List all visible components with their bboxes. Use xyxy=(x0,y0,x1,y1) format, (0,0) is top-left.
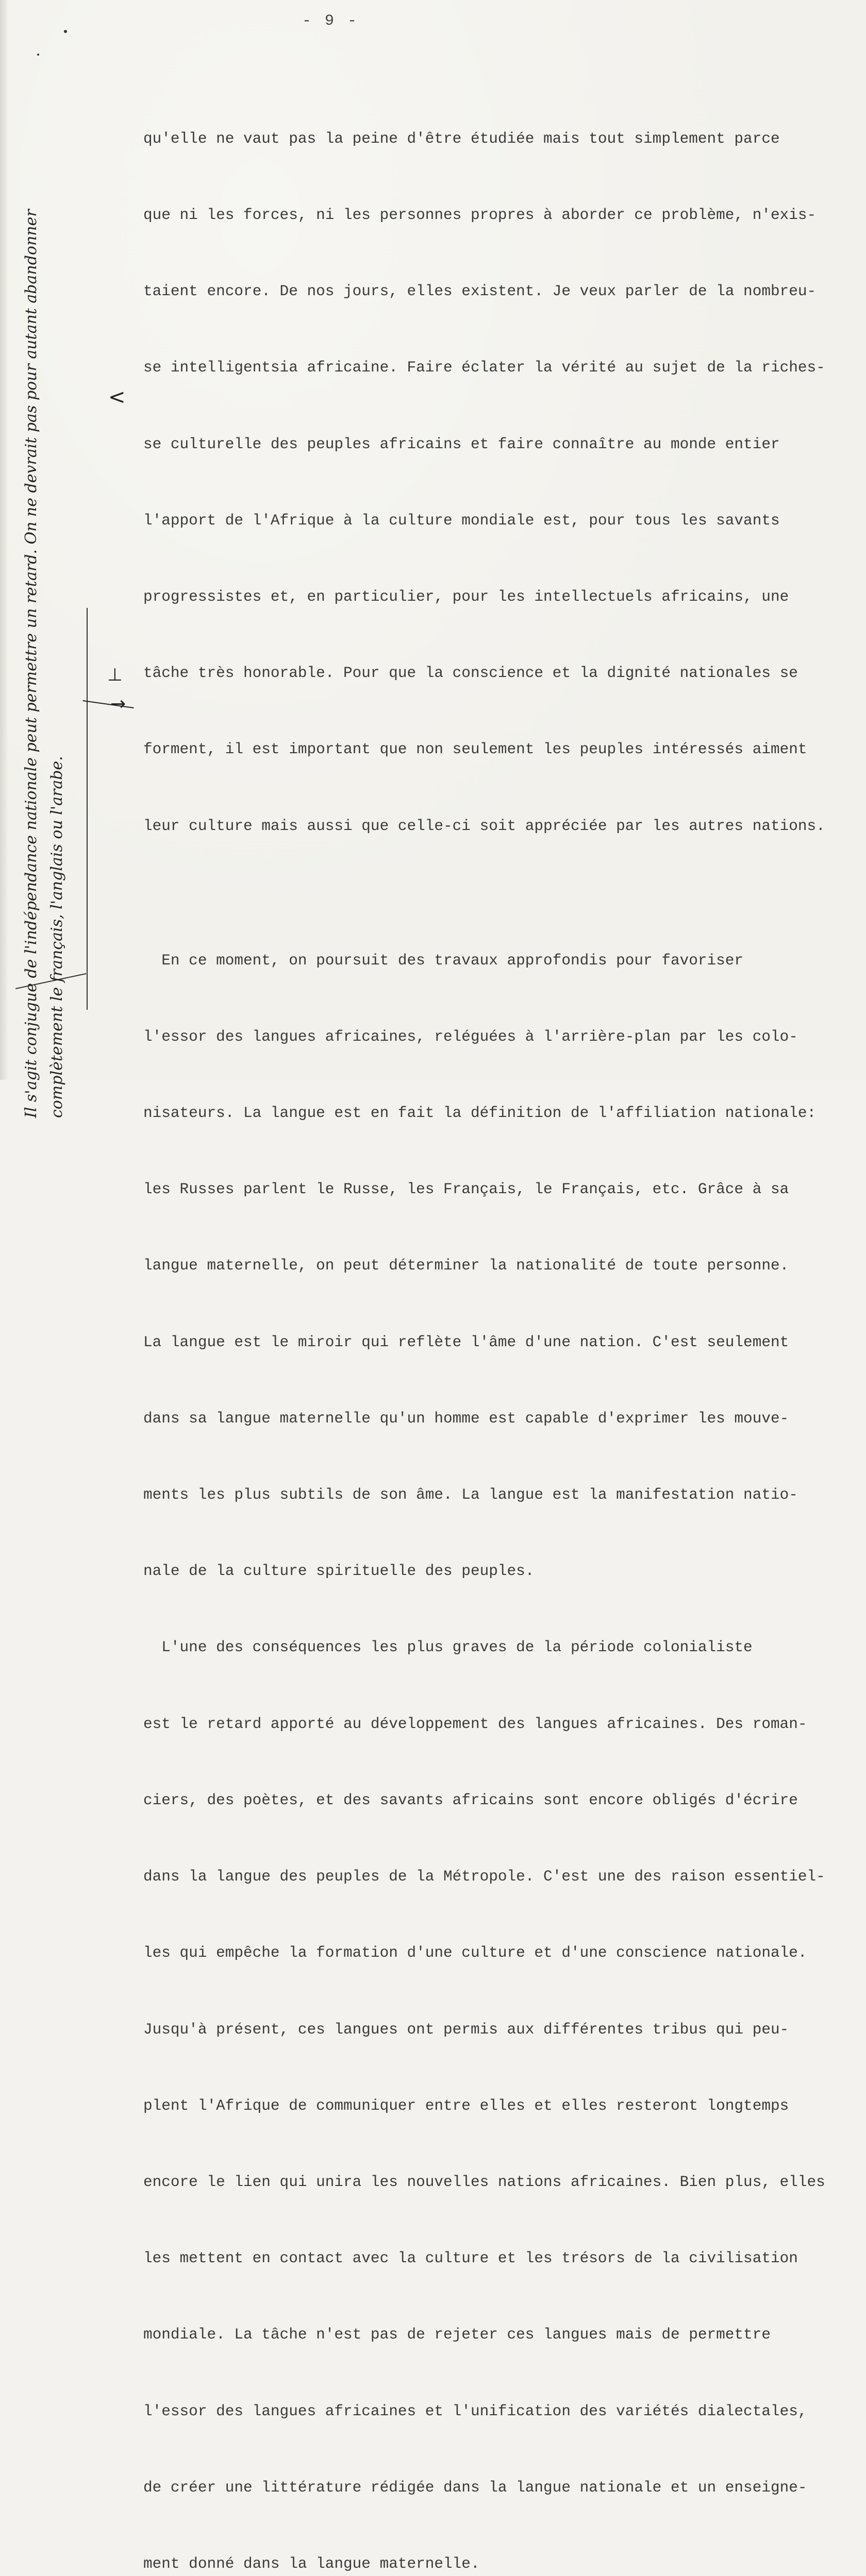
text-line: La langue est le miroir qui reflète l'âme d'une nation. C'est seulement xyxy=(143,1333,789,1351)
text-line: En ce moment, on poursuit des travaux approfondis pour favoriser xyxy=(143,952,744,969)
handwritten-margin-note xyxy=(19,209,137,1118)
text-line: est le retard apporté au développement des langues africaines. Des roman- xyxy=(143,1715,807,1733)
ink-dot xyxy=(64,30,67,33)
text-line: l'essor des langues africaines et l'unification des variétés dialectales, xyxy=(143,2402,807,2420)
text-line: taient encore. De nos jours, elles existent. Je veux parler de la nombreu- xyxy=(143,283,817,300)
text-line: dans la langue des peuples de la Métropole. C'est une des raison essentiel- xyxy=(143,1868,825,1886)
text-line: qu'elle ne vaut pas la peine d'être étudiée mais tout simplement parce xyxy=(143,130,780,147)
arrow-icon: → xyxy=(110,693,126,715)
ink-dot xyxy=(37,54,39,56)
margin-insert-mark: ⊥ xyxy=(107,665,123,685)
text-line: L'une des conséquences les plus graves de la période colonialiste xyxy=(143,1639,753,1656)
text-line: plent l'Afrique de communiquer entre elles et elles resteront longtemps xyxy=(143,2097,789,2114)
text-line: ciers, des poètes, et des savants africains sont encore obligés d'écrire xyxy=(143,1791,798,1809)
text-line: forment, il est important que non seulement les peuples intéressés aiment xyxy=(143,741,807,758)
text-line: tâche très honorable. Pour que la conscience et la dignité nationales se xyxy=(143,665,798,682)
text-line: ment donné dans la langue maternelle. xyxy=(143,2555,480,2572)
text-line: langue maternelle, on peut déterminer la nationalité de toute personne. xyxy=(143,1257,789,1275)
paragraph-1 xyxy=(143,75,860,890)
text-line: de créer une littérature rédigée dans la langue nationale et un enseigne- xyxy=(143,2479,807,2496)
text-line: progressistes et, en particulier, pour les intellectuels africains, une xyxy=(143,588,789,606)
paragraph-2 xyxy=(143,897,860,2576)
text-line: l'essor des langues africaines, reléguées à l'arrière-plan par les colo- xyxy=(143,1028,798,1045)
scan-left-edge xyxy=(0,0,7,1080)
text-line: encore le lien qui unira les nouvelles nations africaines. Bien plus, elles xyxy=(143,2173,825,2191)
margin-note-line: complètement le français, l'anglais ou l'arabe. xyxy=(48,756,66,1118)
text-line: les qui empêche la formation d'une culture et d'une conscience nationale. xyxy=(143,1944,807,1962)
text-line: nisateurs. La langue est en fait la définition de l'affiliation nationale: xyxy=(143,1105,817,1122)
text-line: Jusqu'à présent, ces langues ont permis aux différentes tribus qui peu- xyxy=(143,2021,789,2038)
text-line: leur culture mais aussi que celle-ci soit appréciée par les autres nations. xyxy=(143,817,825,835)
text-line: dans sa langue maternelle qu'un homme est capable d'exprimer les mouve- xyxy=(143,1410,789,1427)
document-body xyxy=(143,75,860,2576)
text-line: ments les plus subtils de son âme. La langue est la manifestation natio- xyxy=(143,1486,798,1504)
text-line: mondiale. La tâche n'est pas de rejeter ces langues mais de permettre xyxy=(143,2326,771,2344)
text-line: se culturelle des peuples africains et faire connaître au monde entier xyxy=(143,435,780,453)
text-line: se intelligentsia africaine. Faire éclater la vérité au sujet de la riches- xyxy=(143,359,825,377)
text-line: nale de la culture spirituelle des peuples. xyxy=(143,1563,535,1580)
margin-note-line: Il s'agit conjugue de l'indépendance nationale peut permettre un retard. On ne devrait pas pour autant abandonner xyxy=(22,209,40,1118)
text-line: que ni les forces, ni les personnes propres à aborder ce problème, n'exis- xyxy=(143,207,817,224)
page-number: - 9 - xyxy=(302,12,359,30)
text-line: l'apport de l'Afrique à la culture mondiale est, pour tous les savants xyxy=(143,512,780,529)
text-line: les mettent en contact avec la culture et les trésors de la civilisation xyxy=(143,2250,798,2267)
margin-caret-mark: < xyxy=(108,385,126,409)
text-line: les Russes parlent le Russe, les Français, le Français, etc. Grâce à sa xyxy=(143,1181,789,1198)
